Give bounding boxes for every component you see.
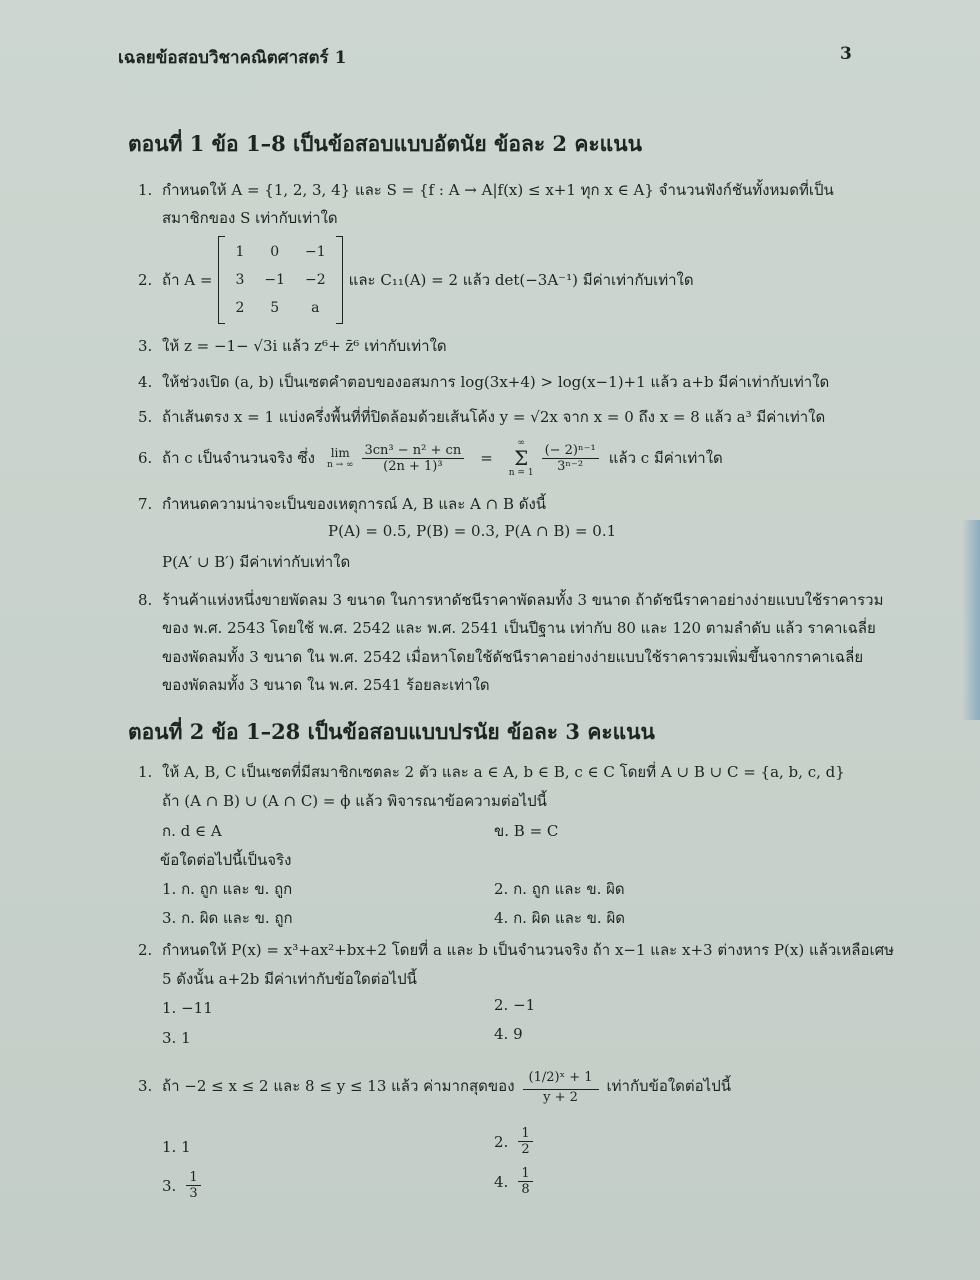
summation-operator bbox=[509, 438, 534, 478]
question bbox=[138, 588, 883, 612]
matrix-cell: 2 bbox=[235, 300, 245, 316]
question bbox=[138, 1066, 731, 1105]
statement: ข. B = C bbox=[494, 822, 559, 840]
choice: 4. 9 bbox=[494, 1025, 523, 1043]
matrix-A bbox=[218, 236, 342, 324]
part1-heading: ตอนที่ 1 ข้อ 1–8 เป็นข้อสอบแบบอัตนัย ข้อละ 2 คะแนน bbox=[128, 131, 642, 156]
question-text: ของพัดลมทั้ง 3 ขนาด ใน พ.ศ. 2542 เมื่อหาโดยใช้ดัชนีราคาอย่างง่ายแบบใช้ราคารวมเพิ่มขึ้นจากราคาเฉลี่ย bbox=[162, 648, 864, 666]
fraction bbox=[523, 1066, 599, 1105]
question-text: ถ้า (A ∩ B) ∪ (A ∩ C) = ϕ แล้ว พิจารณาข้อความต่อไปนี้ bbox=[162, 792, 547, 810]
matrix-cell: 1 bbox=[235, 244, 245, 260]
matrix-cell: 5 bbox=[270, 300, 280, 316]
fraction-denominator: 2 bbox=[521, 1142, 530, 1157]
page-edge-stain bbox=[962, 520, 980, 720]
question-number: 2. bbox=[138, 271, 153, 289]
question-text: ของ พ.ศ. 2543 โดยใช้ พ.ศ. 2542 และ พ.ศ. 2541 เป็นปีฐาน เท่ากับ 80 และ 120 ตามลำดับ แล้ว ราคาเฉลี่ย bbox=[162, 619, 876, 637]
limit-subscript: n → ∞ bbox=[326, 460, 354, 470]
sigma-symbol: Σ bbox=[514, 446, 529, 470]
choice: 1. −11 bbox=[162, 999, 213, 1017]
question-number: 3. bbox=[138, 1076, 153, 1095]
choice bbox=[494, 1166, 533, 1197]
question-number: 5. bbox=[138, 408, 153, 426]
question-prompt: ข้อใดต่อไปนี้เป็นจริง bbox=[160, 851, 292, 869]
question-text: ให้ z = −1− √3i แล้ว z⁶+ z̄⁶ เท่ากับเท่าใด bbox=[162, 337, 447, 355]
fraction bbox=[186, 1170, 200, 1201]
fraction-numerator: 1 bbox=[186, 1170, 200, 1186]
fraction bbox=[518, 1166, 532, 1197]
fraction-numerator: 1 bbox=[518, 1126, 532, 1142]
question-number: 6. bbox=[138, 449, 153, 467]
fraction-numerator: (− 2)ⁿ⁻¹ bbox=[542, 443, 599, 459]
probability-values: P(A) = 0.5, P(B) = 0.3, P(A ∩ B) = 0.1 bbox=[328, 522, 617, 540]
matrix-cell: a bbox=[311, 300, 320, 316]
fraction bbox=[518, 1126, 532, 1157]
question bbox=[138, 492, 546, 516]
question-text: P(A′ ∪ B′) มีค่าเท่ากับเท่าใด bbox=[162, 553, 351, 571]
choice: 1. 1 bbox=[162, 1138, 191, 1156]
question bbox=[138, 178, 834, 202]
question-text: กำหนดให้ A = {1, 2, 3, 4} และ S = {f : A → A|f(x) ≤ x+1 ทุก x ∈ A} จำนวนฟังก์ชันทั้งหมดที่เป็น bbox=[162, 181, 834, 199]
question bbox=[138, 760, 845, 784]
question-number: 3. bbox=[138, 337, 153, 355]
question-number: 8. bbox=[138, 591, 153, 609]
fraction-denominator: 3ⁿ⁻² bbox=[557, 458, 584, 474]
question-text: ถ้าเส้นตรง x = 1 แบ่งครึ่งพื้นที่ที่ปิดล้อมด้วยเส้นโค้ง y = √2x จาก x = 0 ถึง x = 8 แล้ว a³ มีค่าเท่าใด bbox=[162, 408, 826, 426]
question bbox=[138, 405, 825, 429]
question-number: 7. bbox=[138, 495, 153, 513]
question-number: 4. bbox=[138, 373, 153, 391]
question bbox=[138, 370, 829, 394]
question-number: 1. bbox=[138, 181, 153, 199]
sum-upper-limit: ∞ bbox=[517, 438, 525, 448]
limit-operator bbox=[327, 446, 354, 470]
question-text: แล้ว c มีค่าเท่าใด bbox=[608, 449, 723, 467]
question-text: ถ้า −2 ≤ x ≤ 2 และ 8 ≤ y ≤ 13 แล้ว ค่ามากสุดของ bbox=[162, 1076, 515, 1095]
choice: 2. ก. ถูก และ ข. ผิด bbox=[494, 880, 625, 898]
question-text: เท่ากับข้อใดต่อไปนี้ bbox=[606, 1076, 731, 1095]
choice: 4. ก. ผิด และ ข. ผิด bbox=[494, 909, 626, 927]
question bbox=[138, 438, 723, 478]
limit-label: lim bbox=[330, 446, 350, 460]
question-text: ร้านค้าแห่งหนึ่งขายพัดลม 3 ขนาด ในการหาดัชนีราคาพัดลมทั้ง 3 ขนาด ถ้าดัชนีราคาอย่างง่ายแบบใช้ราคารวม bbox=[162, 591, 884, 609]
question-text: สมาชิกของ S เท่ากับเท่าใด bbox=[162, 209, 338, 227]
fraction-denominator: (2n + 1)³ bbox=[383, 458, 443, 474]
fraction-denominator: y + 2 bbox=[543, 1090, 578, 1105]
choice: 3. ก. ผิด และ ข. ถูก bbox=[162, 909, 293, 927]
choice-label: 4. bbox=[494, 1172, 509, 1191]
choice-label: 2. bbox=[494, 1132, 509, 1151]
choice: 3. 1 bbox=[162, 1029, 191, 1047]
statement: ก. d ∈ A bbox=[162, 822, 222, 840]
fraction-numerator: (1/2)ˣ + 1 bbox=[523, 1066, 599, 1090]
sum-lower-limit: n = 1 bbox=[508, 468, 534, 478]
matrix-cell: 0 bbox=[270, 244, 280, 260]
matrix-cell: −1 bbox=[264, 272, 286, 288]
choice: 1. ก. ถูก และ ข. ถูก bbox=[162, 880, 293, 898]
question-number: 1. bbox=[138, 763, 153, 781]
fraction-denominator: 3 bbox=[189, 1186, 198, 1201]
question-text: ให้ A, B, C เป็นเซตที่มีสมาชิกเซตละ 2 ตัว และ a ∈ A, b ∈ B, c ∈ C โดยที่ A ∪ B ∪ C = {a, b, c, d} bbox=[162, 763, 845, 781]
matrix-cell: −2 bbox=[305, 272, 326, 288]
question-text: กำหนดความน่าจะเป็นของเหตุการณ์ A, B และ A ∩ B ดังนี้ bbox=[162, 495, 547, 513]
choice bbox=[162, 1170, 201, 1201]
fraction-numerator: 3cn³ − n² + cn bbox=[362, 443, 465, 459]
fraction-denominator: 8 bbox=[521, 1182, 530, 1197]
choice-label: 3. bbox=[162, 1176, 177, 1195]
fraction-numerator: 1 bbox=[518, 1166, 532, 1182]
question-text: ให้ช่วงเปิด (a, b) เป็นเซตคำตอบของอสมการ log(3x+4) > log(x−1)+1 แล้ว a+b มีค่าเท่ากับเท่าใด bbox=[162, 373, 830, 391]
choice bbox=[494, 1126, 533, 1157]
fraction bbox=[542, 443, 599, 474]
page-number: 3 bbox=[840, 44, 852, 64]
question-number: 2. bbox=[138, 941, 153, 959]
fraction bbox=[362, 443, 465, 474]
choice: 2. −1 bbox=[494, 996, 536, 1014]
equals-sign: = bbox=[480, 449, 493, 467]
part2-heading: ตอนที่ 2 ข้อ 1–28 เป็นข้อสอบแบบปรนัย ข้อละ 3 คะแนน bbox=[128, 719, 655, 744]
question bbox=[138, 938, 894, 962]
question-text: ถ้า A = bbox=[162, 271, 213, 289]
matrix-cell: 3 bbox=[235, 272, 245, 288]
page-header-title: เฉลยข้อสอบวิชาคณิตศาสตร์ 1 bbox=[118, 48, 347, 68]
question-text: กำหนดให้ P(x) = x³+ax²+bx+2 โดยที่ a และ b เป็นจำนวนจริง ถ้า x−1 และ x+3 ต่างหาร P(x) แล้วเหลือเศษ bbox=[162, 941, 895, 959]
question-text: ถ้า c เป็นจำนวนจริง ซึ่ง bbox=[162, 449, 315, 467]
question-text: และ C₁₁(A) = 2 แล้ว det(−3A⁻¹) มีค่าเท่ากับเท่าใด bbox=[348, 271, 694, 289]
question-text: ของพัดลมทั้ง 3 ขนาด ใน พ.ศ. 2541 ร้อยละเท่าใด bbox=[162, 676, 490, 694]
question bbox=[138, 236, 694, 324]
question-text: 5 ดังนั้น a+2b มีค่าเท่ากับข้อใดต่อไปนี้ bbox=[162, 970, 417, 988]
question bbox=[138, 334, 447, 358]
matrix-cell: −1 bbox=[305, 244, 326, 260]
